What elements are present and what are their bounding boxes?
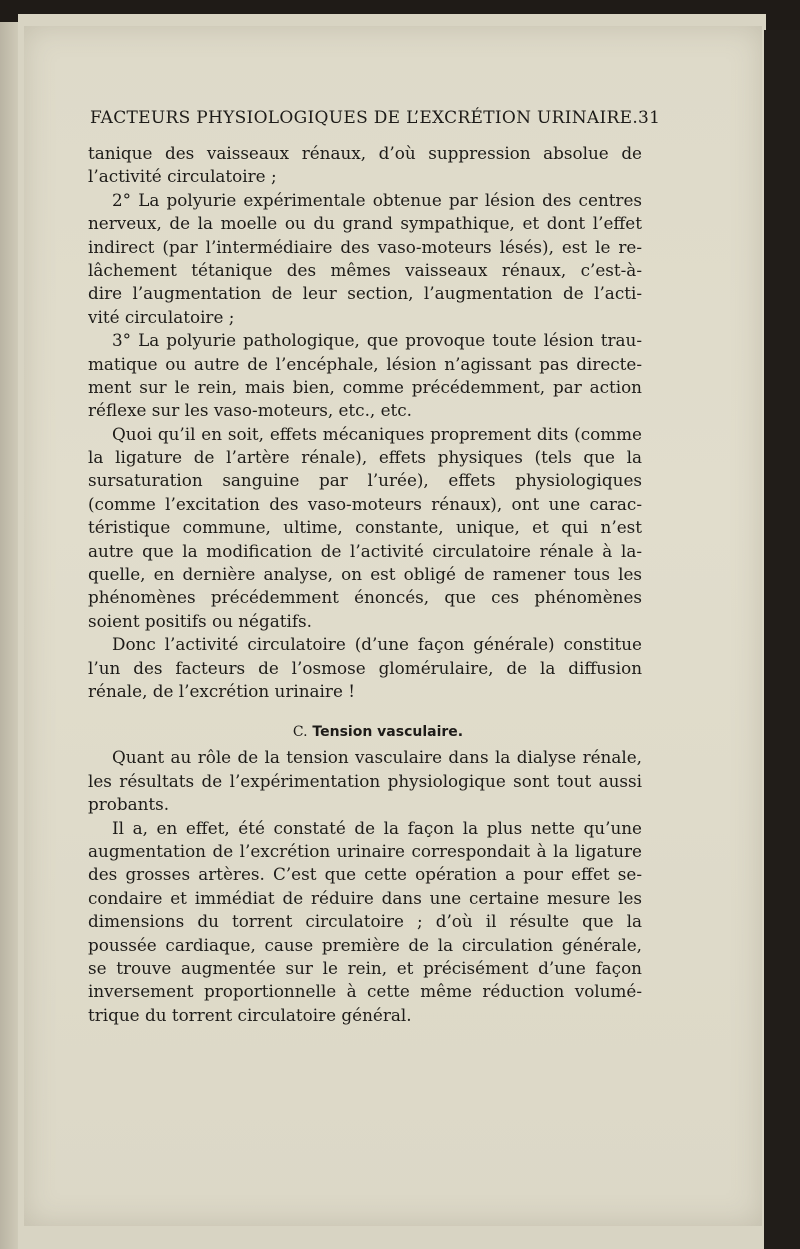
running-head (90, 108, 661, 128)
text-line: l’activité circulatoire ; (88, 166, 277, 187)
section-heading (88, 721, 642, 744)
section-letter: C. (292, 724, 308, 741)
body-text (88, 142, 642, 1027)
text-line: poussée cardiaque, cause première de la circulation générale, (88, 934, 642, 955)
text-line: téristique commune, ultime, constante, unique, et qui n’est (88, 517, 642, 538)
text-line: des grosses artères. C’est que cette opération a pour effet se- (88, 864, 642, 885)
text-line: les résultats de l’expérimentation physiologique sont tout aussi (88, 770, 642, 791)
text-line: inversement proportionnelle à cette même réduction volumé- (88, 981, 642, 1002)
text-line: l’un des facteurs de l’osmose glomérulaire, de la diffusion (88, 657, 642, 678)
text-line: 3° La polyurie pathologique, que provoque toute lésion trau- (112, 330, 642, 351)
scan-background (764, 30, 800, 1249)
text-line: se trouve augmentée sur le rein, et précisément d’une façon (88, 957, 642, 978)
text-line: Quant au rôle de la tension vasculaire dans la dialyse rénale, (112, 747, 642, 768)
text-line: quelle, en dernière analyse, on est obligé de ramener tous les (88, 564, 642, 585)
text-line: phénomènes précédemment énoncés, que ces phénomènes (88, 587, 642, 608)
text-line: sursaturation sanguine par l’urée), effets physiologiques (88, 470, 642, 491)
text-line: nerveux, de la moelle ou du grand sympathique, et dont l’effet (88, 213, 642, 234)
page-number: 31 (638, 108, 661, 128)
text-line: rénale, de l’excrétion urinaire ! (88, 680, 355, 701)
text-line: indirect (par l’intermédiaire des vaso-moteurs lésés), est le re- (88, 236, 642, 257)
text-line: la ligature de l’artère rénale), effets physiques (tels que la (88, 447, 642, 468)
text-line: lâchement tétanique des mêmes vaisseaux rénaux, c’est-à- (88, 259, 642, 280)
text-line: matique ou autre de l’encéphale, lésion n’agissant pas directe- (88, 353, 642, 374)
text-line: dire l’augmentation de leur section, l’augmentation de l’acti- (88, 283, 642, 304)
text-line: soient positifs ou négatifs. (88, 610, 312, 631)
text-line: trique du torrent circulatoire général. (88, 1004, 412, 1025)
text-line: autre que la modification de l’activité circulatoire rénale à la- (88, 540, 642, 561)
text-line: 2° La polyurie expérimentale obtenue par lésion des centres (112, 189, 642, 210)
text-line: (comme l’excitation des vaso-moteurs rénaux), ont une carac- (88, 493, 642, 514)
running-head-title: FACTEURS PHYSIOLOGIQUES DE L’EXCRÉTION URINAIRE. (90, 108, 639, 128)
section-title: Tension vasculaire. (312, 724, 464, 741)
text-line: vité circulatoire ; (88, 306, 235, 327)
text-line: tanique des vaisseaux rénaux, d’où suppression absolue de (88, 143, 642, 163)
text-line: Quoi qu’il en soit, effets mécaniques proprement dits (comme (112, 423, 642, 444)
text-line: réflexe sur les vaso-moteurs, etc., etc. (88, 400, 412, 421)
text-line: ment sur le rein, mais bien, comme précédemment, par action (88, 376, 642, 397)
text-line: Donc l’activité circulatoire (d’une façon générale) constitue (112, 634, 642, 655)
text-line: dimensions du torrent circulatoire ; d’où il résulte que la (88, 911, 642, 932)
text-line: augmentation de l’excrétion urinaire correspondait à la ligature (88, 840, 642, 861)
text-line: probants. (88, 794, 170, 815)
text-line: Il a, en effet, été constaté de la façon la plus nette qu’une (112, 817, 642, 838)
text-line: condaire et immédiat de réduire dans une certaine mesure les (88, 887, 642, 908)
